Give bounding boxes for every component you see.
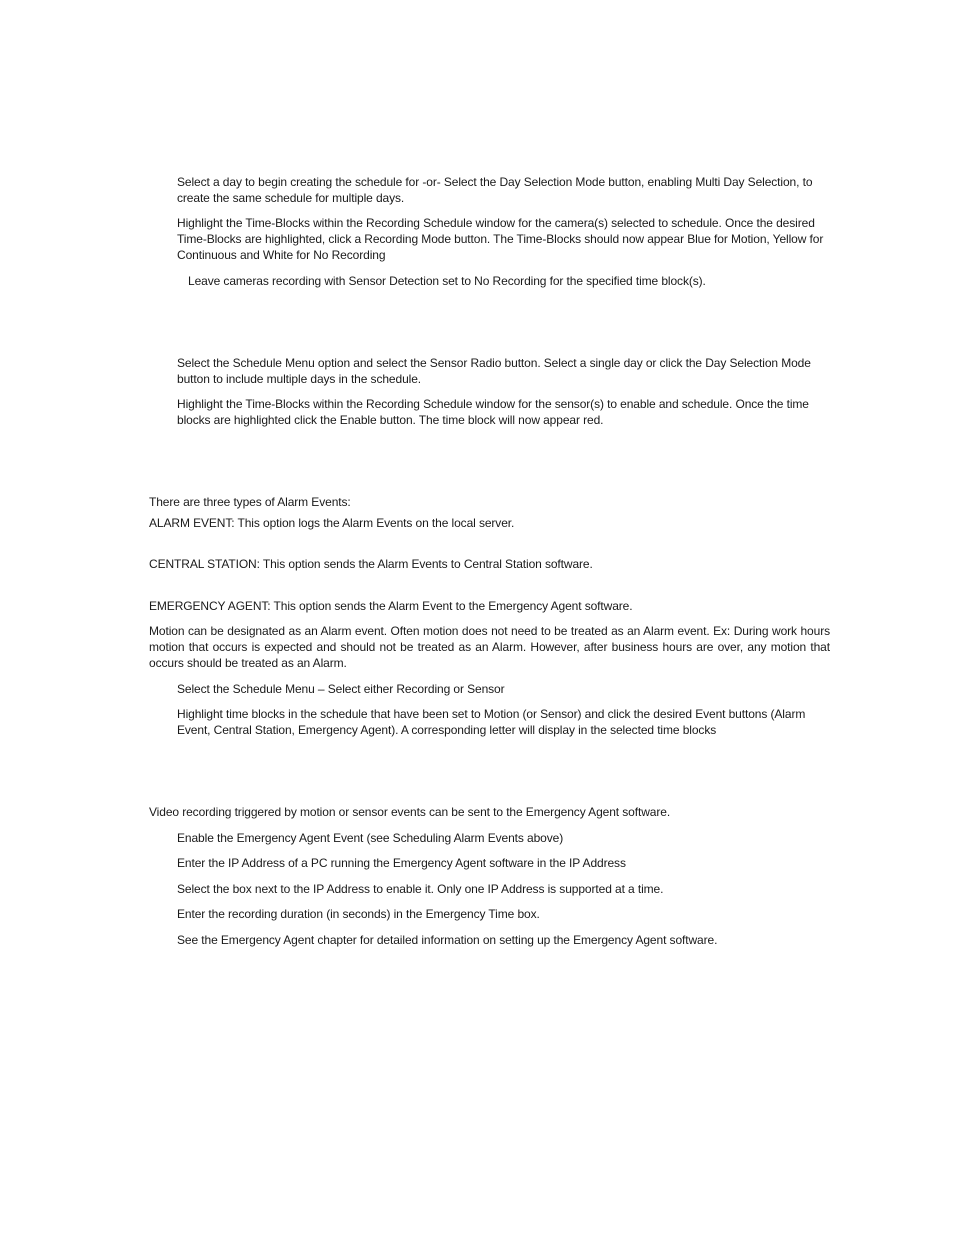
step-select-sensor-radio: Select the Schedule Menu option and select the Sensor Radio button. Select a single day or click the Day Selection Mode button to include multiple days in the schedule. bbox=[177, 356, 811, 386]
emergency-step-4: Enter the recording duration (in seconds) in the Emergency Time box. bbox=[177, 907, 540, 921]
step-select-day: Select a day to begin creating the schedule for -or- Select the Day Selection Mode button, enabling Multi Day Selection, to create the same schedule for multiple days. bbox=[177, 175, 813, 205]
central-station-description: CENTRAL STATION: This option sends the Alarm Events to Central Station software. bbox=[149, 557, 593, 571]
emergency-step-5: See the Emergency Agent chapter for detailed information on setting up the Emergency Agent software. bbox=[177, 933, 718, 947]
step-select-schedule-menu: Select the Schedule Menu – Select either Recording or Sensor bbox=[177, 682, 505, 696]
emergency-agent-description: EMERGENCY AGENT: This option sends the Alarm Event to the Emergency Agent software. bbox=[149, 599, 633, 613]
step-highlight-event-blocks: Highlight time blocks in the schedule that have been set to Motion (or Sensor) and click the desired Event buttons (Alarm Event, Central Station, Emergency Agent). A corresponding letter will display in the selected time blocks bbox=[177, 707, 806, 737]
alarm-events-intro: There are three types of Alarm Events: bbox=[149, 495, 351, 509]
step-highlight-time-blocks: Highlight the Time-Blocks within the Recording Schedule window for the camera(s) selected to schedule. Once the desired Time-Blocks are highlighted, click a Recording Mode button. The Time-Blocks should now appear Blue for Motion, Yellow for Continuous and White for No Recording bbox=[177, 216, 824, 262]
alarm-event-description: ALARM EVENT: This option logs the Alarm Events on the local server. bbox=[149, 516, 515, 530]
emergency-step-3: Select the box next to the IP Address to enable it. Only one IP Address is supported at a time. bbox=[177, 882, 664, 896]
step-highlight-sensor-blocks: Highlight the Time-Blocks within the Recording Schedule window for the sensor(s) to enable and schedule. Once the time blocks are highlighted click the Enable button. The time block will now appear red. bbox=[177, 397, 809, 427]
emergency-step-1: Enable the Emergency Agent Event (see Scheduling Alarm Events above) bbox=[177, 831, 564, 845]
motion-alarm-note: Motion can be designated as an Alarm event. Often motion does not need to be treated as an Alarm event. Ex: During work hours motion that occurs is expected and should not be treated as an Alarm. However, after business hours are over, any motion that occurs should be treated as an Alarm. bbox=[149, 624, 830, 670]
emergency-agent-intro: Video recording triggered by motion or sensor events can be sent to the Emergency Agent software. bbox=[149, 805, 671, 819]
emergency-step-2: Enter the IP Address of a PC running the Emergency Agent software in the IP Address bbox=[177, 856, 626, 870]
note-sensor-detection: Leave cameras recording with Sensor Detection set to No Recording for the specified time block(s). bbox=[188, 274, 706, 288]
